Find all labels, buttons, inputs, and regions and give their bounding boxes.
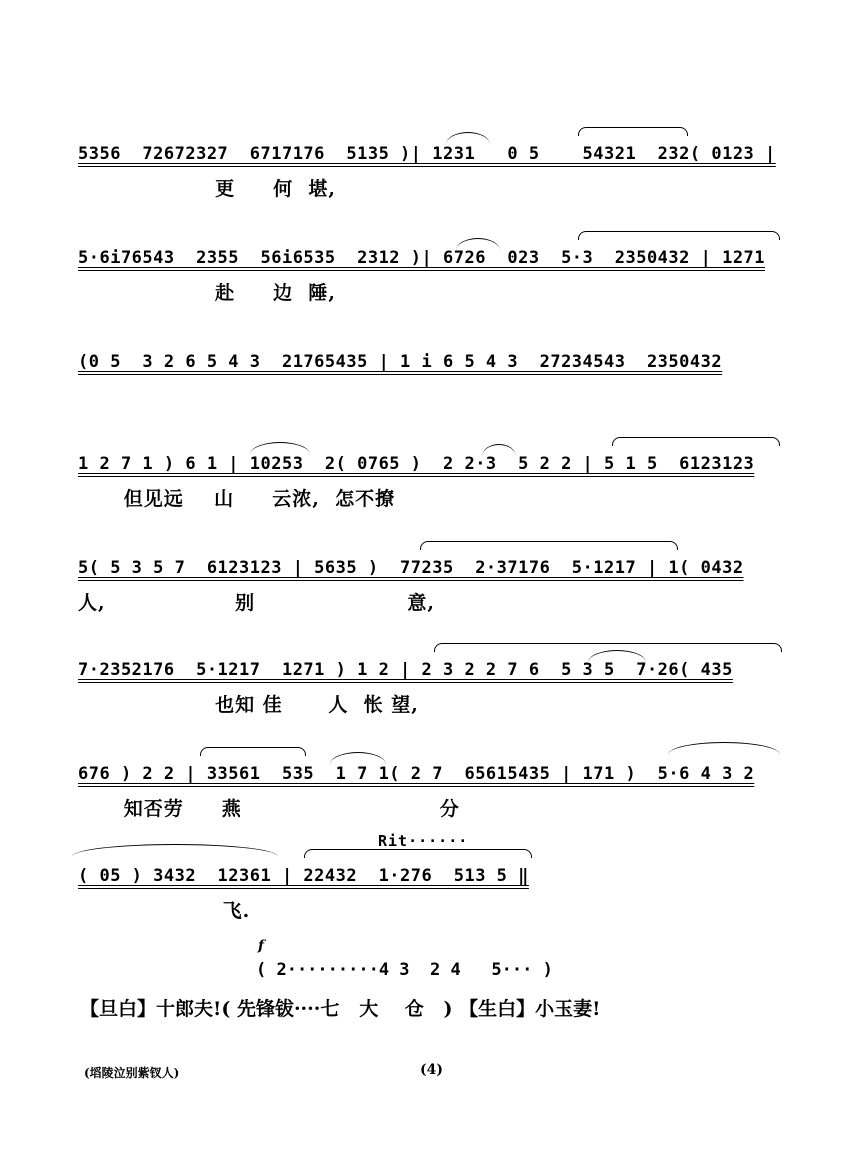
page-number: (4) — [420, 1062, 443, 1078]
score-line-3 — [0, 352, 862, 392]
tempo-marking: Rit······ — [378, 832, 469, 850]
score-line-8 — [0, 866, 862, 922]
lyric-line: 知否劳 燕 分 — [78, 798, 460, 820]
phrase-bracket — [578, 127, 688, 136]
notation-line: 676 ) 2 2 | 33561 535 1 7 1( 2 7 65615435 | 171 ) 5·6 4 3 2 — [78, 764, 755, 784]
score-line-1 — [0, 144, 862, 200]
phrase-bracket — [612, 437, 780, 446]
notation-line: 5·6i76543 2355 56i6535 2312 )| 6726 023 5·3 2350432 | 1271 — [78, 248, 766, 268]
lyric-line: 飞. — [78, 900, 251, 922]
score-line-6 — [0, 660, 862, 716]
notation-line: 7·2352176 5·1217 1271 ) 1 2 | 2 3 2 2 7 6 5 3 5 7·26( 435 — [78, 660, 733, 680]
lyric-line: 但见远 山 云浓, 怎不撩 — [78, 488, 396, 510]
phrase-bracket — [578, 231, 780, 240]
phrase-bracket — [200, 747, 306, 756]
lyric-line: 人, 别 意, — [78, 592, 435, 614]
lyric-line: 赴 边 陲, — [78, 282, 336, 304]
dialogue-line: 【旦白】十郎夫!( 先锋钹····七 大 仓 ) 【生白】小玉妻! — [80, 998, 601, 1020]
phrase-bracket — [304, 849, 532, 858]
footer-title: (塪陵泣别紫钗人) — [84, 1066, 180, 1080]
notation-line: 5356 72672327 6717176 5135 )| 1231 0 5 54321 232( 0123 | — [78, 144, 776, 164]
score-line-2 — [0, 248, 862, 304]
notation-line: 5( 5 3 5 7 6123123 | 5635 ) 77235 2·37176 5·1217 | 1( 0432 — [78, 558, 744, 578]
score-line-5 — [0, 558, 862, 614]
notation-line: 1 2 7 1 ) 6 1 | 10253 2( 0765 ) 2 2·3 5 2 2 | 5 1 5 6123123 — [78, 454, 755, 474]
score-line-4 — [0, 454, 862, 510]
notation-line: ( 05 ) 3432 12361 | 22432 1·276 513 5 ‖ — [78, 866, 529, 886]
slur — [72, 844, 278, 859]
notation-line: (0 5 3 2 6 5 4 3 21765435 | 1 i 6 5 4 3 27234543 2350432 — [78, 352, 723, 372]
percussion-notation: ( 2·········4 3 2 4 5··· ) — [256, 960, 553, 980]
lyric-line: 也知 佳 人 怅 望, — [78, 694, 419, 716]
lyric-line: 更 何 堪, — [78, 178, 336, 200]
slur — [668, 742, 780, 757]
dynamic-marking: f — [258, 938, 265, 954]
phrase-bracket — [420, 541, 678, 550]
score-line-7 — [0, 764, 862, 820]
